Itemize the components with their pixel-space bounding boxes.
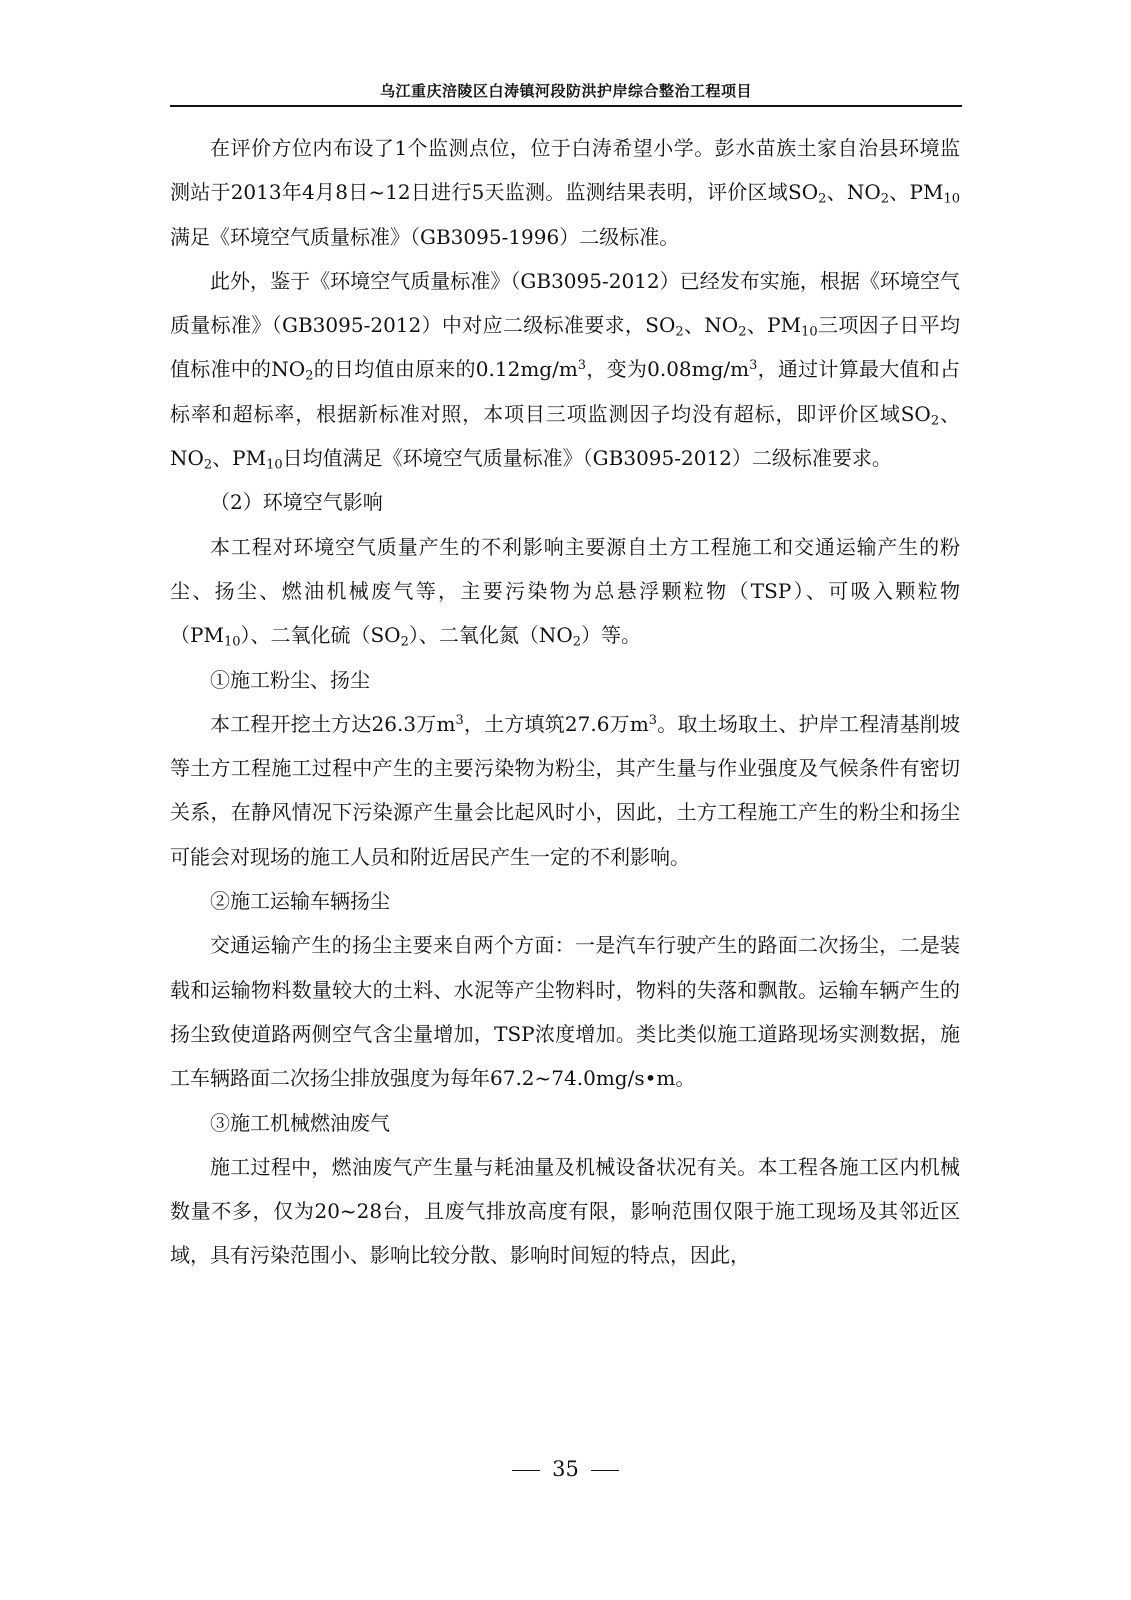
page-footer — [0, 1457, 1131, 1481]
subheading-vehicle-dust: ②施工运输车辆扬尘 — [210, 889, 390, 914]
paragraph-pollutants: 本工程对环境空气质量产生的不利影响主要源自土方工程施工和交通运输产生的粉尘、扬尘、燃油机械废气等，主要污染物为总悬浮颗粒物（TSP）、可吸入颗粒物$(PM_{10})$、二氧化硫$(SO_2)$、二氧化氮$(NO_2)$等。 — [170, 534, 960, 650]
paragraph-traffic-dust: 交通运输产生的扬尘主要来自两个方面：一是汽车行驶产生的路面二次扬尘，二是装载和运输物料数量较大的土料、水泥等产尘物料时，物料的失落和飘散。运输车辆产生的扬尘致使道路两侧空气含尘量增加，TSP浓度增加。类比类似施工道路现场实测数据，施工车辆路面二次扬尘排放强度为每年67.2~74.0mg/s•m。 — [170, 933, 960, 1091]
paragraph-earthwork: 本工程开挖土方达26.3万$m^3$，土方填筑27.6万$m^3$。取土场取土、护岸工程清基削坡等土方工程施工过程中产生的主要污染物为粉尘，其产生量与作业强度及气候条件有密切关系，在静风情况下污染源产生量会比起风时小，因此，土方工程施工产生的粉尘和扬尘可能会对现场的施工人员和附近居民产生一定的不利影响。 — [170, 711, 961, 869]
subheading-dust: ①施工粉尘、扬尘 — [210, 667, 370, 692]
paragraph-machinery: 施工过程中，燃油废气产生量与耗油量及机械设备状况有关。本工程各施工区内机械数量不多，仅为20~28台，且废气排放高度有限，影响范围仅限于施工现场及其邻近区域，具有污染范围小、影响比较分散、影响时间短的特点，因此， — [170, 1154, 960, 1268]
footer-dash-right — [591, 1470, 619, 1471]
footer-dash-left — [512, 1470, 540, 1471]
running-header: 乌江重庆涪陵区白涛镇河段防洪护岸综合整治工程项目 — [379, 82, 752, 100]
page-number: 35 — [552, 1457, 579, 1481]
paragraph-monitoring: 在评价方位内布设了1个监测点位，位于白涛希望小学。彭水苗族土家自治县环境监测站于2013年4月8日~12日进行5天监测。监测结果表明，评价区域$SO_2$、$NO_2$、$PM_{10}$满足《环境空气质量标准》（GB3095-1996）二级标准。 — [170, 136, 960, 249]
header-rule — [170, 105, 962, 107]
paragraph-new-standard: 此外，鉴于《环境空气质量标准》（GB3095-2012）已经发布实施，根据《环境空气质量标准》（GB3095-2012）中对应二级标准要求，$SO_2$、$NO_2$、$PM_{10}$三项因子日平均值标准中的$NO_2$的日均值由原来的$0.12mg/m^3$，变为$0.08mg/m^3$，通过计算最大值和占标率和超标率，根据新标准对照，本项目三项监测因子均没有超标，即评价区域$SO_2$、$NO_2$、$PM_{10}$日均值满足《环境空气质量标准》（GB3095-2012）二级标准要求。 — [170, 268, 961, 473]
section-heading-air-impact: （2）环境空气影响 — [210, 490, 383, 515]
document-body — [170, 126, 960, 1278]
subheading-fuel-exhaust: ③施工机械燃油废气 — [210, 1110, 390, 1135]
